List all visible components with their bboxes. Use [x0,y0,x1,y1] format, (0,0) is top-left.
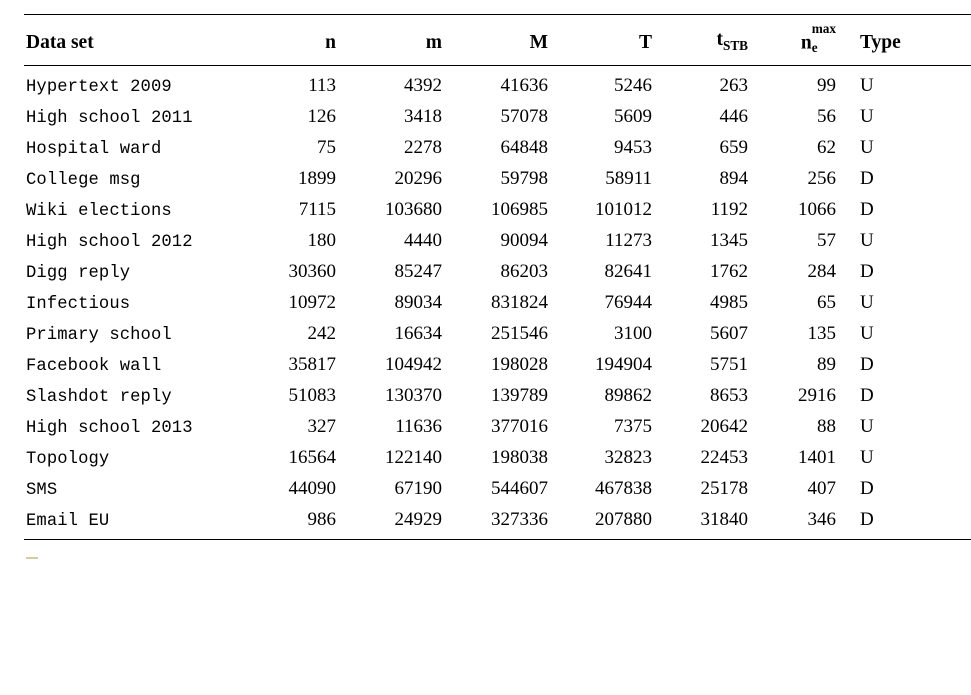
cell-ne-max: 284 [807,261,836,283]
cell-dataset: Slashdot reply [26,388,172,408]
cell-n: 35817 [288,354,336,376]
header-m: m [425,32,442,54]
table-container [24,14,917,540]
header-n: n [325,32,336,54]
cell-n: 126 [307,106,336,128]
cell-t-stb: 20642 [700,416,748,438]
table-row [24,288,971,319]
cell-m: 103680 [385,199,442,221]
table-row [24,133,971,164]
header-ne-superscript: max [811,21,836,36]
stray-mark [26,557,38,559]
cell-ne-max: 1401 [798,447,836,469]
cell-n: 7115 [298,199,336,221]
table-row [24,443,971,474]
table-row [24,412,971,443]
table-head [24,14,971,66]
cell-M: 106985 [491,199,548,221]
cell-T: 5246 [614,75,652,97]
cell-t-stb: 25178 [700,478,748,500]
cell-t-stb: 1345 [710,230,748,252]
header-t-stb [666,15,762,65]
cell-t-stb: 1762 [710,261,748,283]
cell-m: 2278 [404,137,442,159]
cell-dataset: Digg reply [26,264,131,284]
cell-M: 90094 [500,230,548,252]
cell-n: 113 [308,75,336,97]
cell-m: 20296 [394,168,442,190]
cell-m: 130370 [385,385,442,407]
cell-n: 327 [307,416,336,438]
cell-t-stb: 659 [719,137,748,159]
cell-type: D [860,199,874,221]
cell-m: 67190 [394,478,442,500]
cell-m: 16634 [394,323,442,345]
cell-t-stb: 1192 [710,199,748,221]
table-body [24,66,971,539]
cell-n: 16564 [288,447,336,469]
cell-dataset: SMS [26,481,58,501]
cell-m: 85247 [394,261,442,283]
cell-dataset: Hypertext 2009 [26,78,172,98]
cell-M: 86203 [500,261,548,283]
cell-n: 1899 [298,168,336,190]
cell-type: U [860,292,874,314]
header-ne-max [762,15,850,65]
cell-n: 51083 [288,385,336,407]
header-ne-subscript: e [811,39,818,55]
cell-T: 11273 [605,230,652,252]
cell-M: 57078 [500,106,548,128]
table-foot [24,539,971,540]
cell-dataset: Topology [26,450,110,470]
cell-dataset: Infectious [26,295,131,315]
cell-T: 207880 [595,509,652,531]
header-ne-base: n [800,32,812,54]
bottom-rule-row [24,539,971,540]
cell-ne-max: 56 [817,106,836,128]
cell-ne-max: 89 [817,354,836,376]
table-row [24,164,971,195]
cell-n: 180 [307,230,336,252]
cell-m: 122140 [385,447,442,469]
cell-ne-max: 135 [807,323,836,345]
table-row [24,102,971,133]
cell-dataset: High school 2012 [26,233,193,253]
cell-type: U [860,447,874,469]
cell-dataset: High school 2013 [26,419,193,439]
cell-ne-max: 256 [807,168,836,190]
cell-type: D [860,168,874,190]
header-dataset: Data set [26,32,94,54]
cell-T: 194904 [595,354,652,376]
cell-n: 10972 [288,292,336,314]
cell-type: U [860,75,874,97]
cell-M: 64848 [500,137,548,159]
cell-type: U [860,323,874,345]
cell-dataset: Email EU [26,512,110,532]
cell-m: 104942 [385,354,442,376]
cell-ne-max: 2916 [798,385,836,407]
cell-type: D [860,261,874,283]
cell-ne-max: 88 [817,416,836,438]
cell-t-stb: 22453 [700,447,748,469]
cell-T: 3100 [614,323,652,345]
cell-t-stb: 8653 [710,385,748,407]
cell-M: 139789 [491,385,548,407]
table-row [24,381,971,412]
cell-T: 89862 [604,385,652,407]
cell-ne-max: 346 [807,509,836,531]
table-row [24,474,971,505]
cell-T: 7375 [614,416,652,438]
table-row [24,195,971,226]
cell-n: 30360 [288,261,336,283]
cell-ne-max: 62 [817,137,836,159]
cell-T: 5609 [614,106,652,128]
cell-type: D [860,354,874,376]
cell-type: U [860,137,874,159]
header-ne-scripts [811,21,836,55]
header-t-base: t [716,29,723,51]
table-row [24,66,971,102]
cell-n: 75 [317,137,336,159]
cell-ne-max: 99 [817,75,836,97]
cell-type: D [860,385,874,407]
cell-dataset: Facebook wall [26,357,162,377]
cell-t-stb: 5751 [710,354,748,376]
cell-T: 76944 [604,292,652,314]
cell-dataset: College msg [26,171,141,191]
cell-t-stb: 4985 [710,292,748,314]
cell-M: 831824 [491,292,548,314]
table-row [24,319,971,350]
cell-type: D [860,478,874,500]
cell-M: 41636 [500,75,548,97]
cell-ne-max: 65 [817,292,836,314]
cell-m: 4392 [404,75,442,97]
table-row [24,350,971,381]
cell-m: 11636 [395,416,442,438]
cell-t-stb: 446 [719,106,748,128]
cell-M: 544607 [491,478,548,500]
table-row [24,505,971,540]
cell-M: 251546 [491,323,548,345]
cell-M: 327336 [491,509,548,531]
cell-dataset: Wiki elections [26,202,172,222]
cell-ne-max: 407 [807,478,836,500]
cell-M: 198038 [491,447,548,469]
cell-t-stb: 894 [719,168,748,190]
cell-dataset: High school 2011 [26,109,193,129]
cell-dataset: Hospital ward [26,140,162,160]
cell-type: U [860,106,874,128]
header-t-subscript: STB [722,38,748,54]
dataset-statistics-table [24,14,971,540]
header-row [24,15,971,65]
cell-T: 9453 [614,137,652,159]
cell-type: U [860,416,874,438]
cell-n: 44090 [288,478,336,500]
cell-m: 3418 [404,106,442,128]
table-row [24,226,971,257]
cell-m: 4440 [404,230,442,252]
cell-type: D [860,509,874,531]
table-row [24,257,971,288]
cell-n: 242 [307,323,336,345]
cell-M: 198028 [491,354,548,376]
cell-t-stb: 5607 [710,323,748,345]
cell-type: U [860,230,874,252]
header-type: Type [860,32,901,54]
cell-T: 82641 [604,261,652,283]
cell-T: 467838 [595,478,652,500]
header-M-capital: M [529,32,548,54]
cell-dataset: Primary school [26,326,172,346]
cell-n: 986 [307,509,336,531]
cell-t-stb: 263 [719,75,748,97]
cell-T: 32823 [604,447,652,469]
cell-M: 59798 [500,168,548,190]
header-T: T [638,32,652,54]
cell-ne-max: 57 [817,230,836,252]
cell-m: 89034 [394,292,442,314]
cell-ne-max: 1066 [798,199,836,221]
bottom-rule [24,539,971,540]
cell-t-stb: 31840 [700,509,748,531]
cell-T: 58911 [605,168,652,190]
cell-M: 377016 [491,416,548,438]
cell-T: 101012 [595,199,652,221]
cell-m: 24929 [394,509,442,531]
